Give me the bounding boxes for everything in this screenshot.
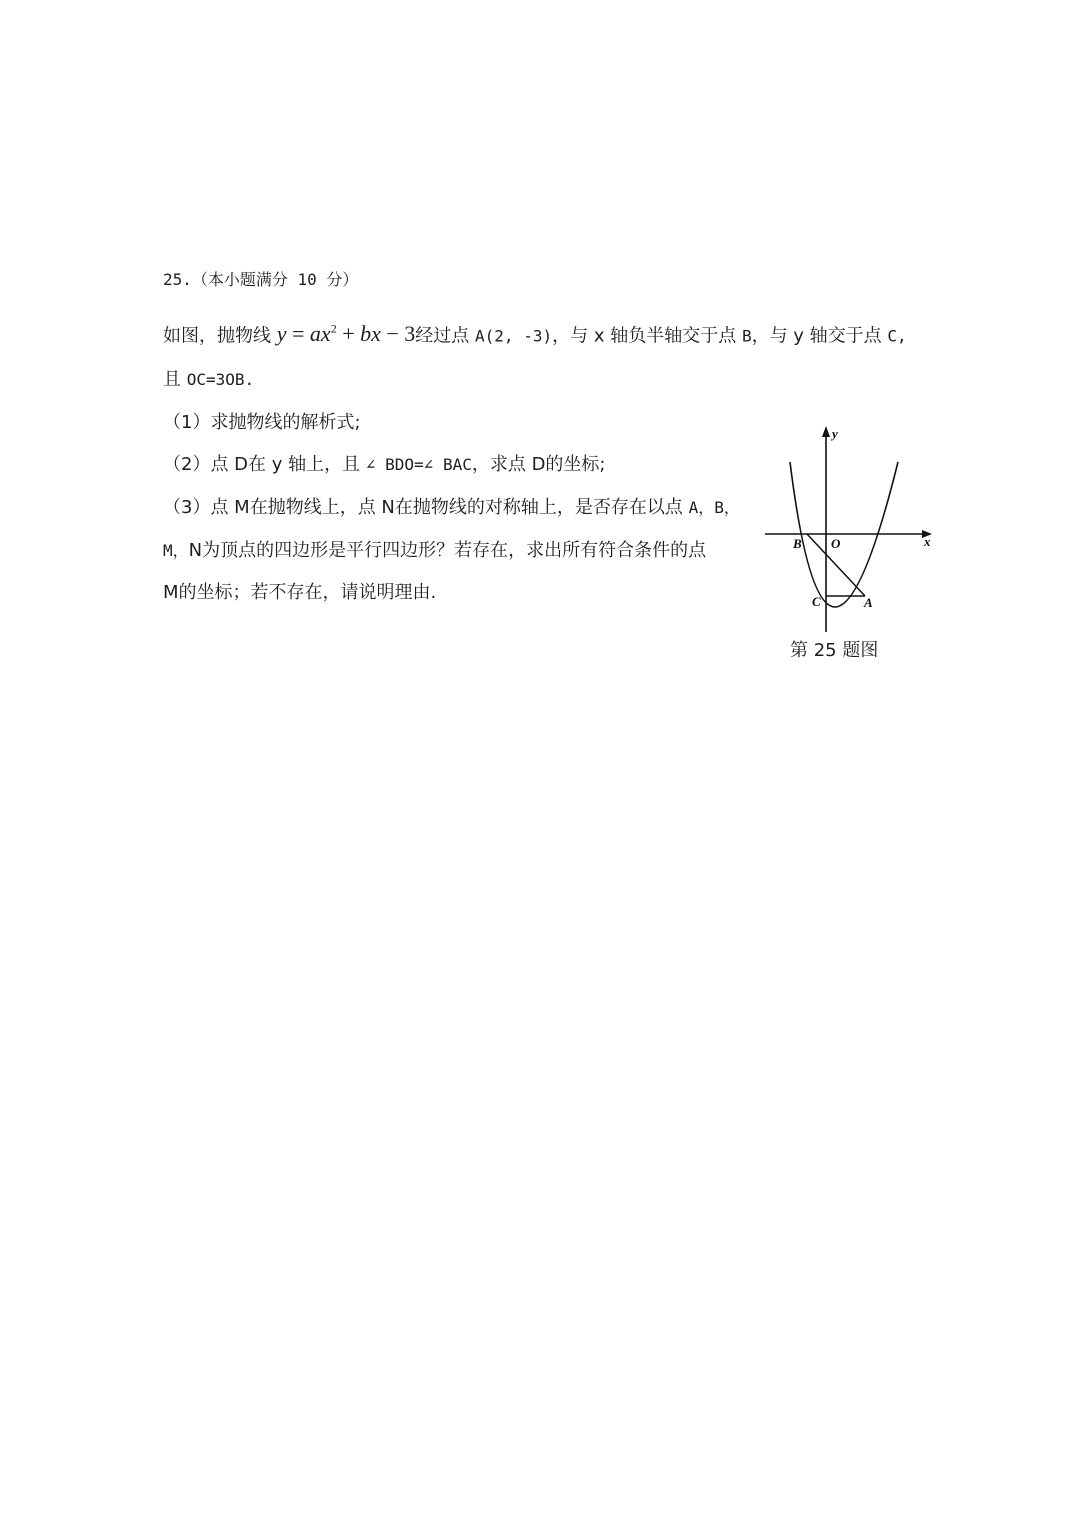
question-3-line-3	[163, 581, 436, 605]
question-3-m: M，	[163, 541, 189, 560]
question-2-suffix: ，求点 D的坐标;	[471, 454, 606, 475]
formula-plus: +	[336, 321, 361, 347]
axis-y-label: y	[832, 426, 838, 441]
intro-suffix-b: ，与 x 轴负半轴交于点	[552, 325, 737, 347]
point-c-label: C	[812, 594, 821, 609]
parabola-figure	[760, 420, 940, 640]
formula-minus: −	[380, 321, 405, 347]
formula-bx: bx	[360, 321, 381, 347]
condition-text: OC=3OB.	[186, 370, 255, 389]
point-a-text: A(2, -3)	[475, 326, 553, 346]
question-3-line-2	[163, 539, 706, 563]
formula-square: 2	[330, 322, 337, 336]
problem-condition-line	[163, 368, 254, 392]
y-axis-arrow-icon	[822, 426, 830, 437]
intro-prefix: 如图，抛物线	[163, 325, 271, 347]
figure-caption: 第 25 题图	[790, 640, 879, 661]
parabola-formula	[277, 321, 416, 346]
point-b-text: B	[741, 326, 752, 346]
question-1	[163, 411, 361, 435]
point-c-text: C,	[887, 326, 907, 346]
intro-suffix-a: 经过点	[415, 325, 470, 347]
point-a-label: A	[864, 595, 873, 610]
intro-suffix-c: ，与 y 轴交于点	[751, 325, 882, 347]
question-3-points: A，B，	[688, 498, 740, 517]
formula-constant: 3	[404, 321, 416, 347]
formula-eq: =	[286, 321, 310, 347]
question-2-prefix: （2）点 D在 y 轴上，且	[163, 454, 361, 475]
point-o-label: O	[831, 536, 841, 551]
question-3-text-b: N为顶点的四边形是平行四边形？若存在，求出所有符合条件的点	[188, 540, 707, 561]
question-3-line-1	[163, 496, 740, 520]
question-3-text-a: （3）点 M在抛物线上，点 N在抛物线的对称轴上，是否存在以点	[163, 497, 683, 518]
problem-header	[163, 268, 358, 292]
axis-x-label: x	[924, 534, 931, 549]
question-1-text: （1）求抛物线的解析式;	[163, 412, 361, 433]
formula-y: y	[276, 321, 287, 347]
header-text: 25.（本小题满分 10 分）	[163, 270, 359, 289]
point-b-label: B	[793, 536, 802, 551]
question-3-text-c: M的坐标；若不存在，请说明理由.	[163, 582, 437, 603]
formula-ax: ax	[309, 321, 331, 347]
question-2	[163, 453, 606, 477]
line2-prefix: 且	[163, 369, 181, 390]
problem-intro-line	[163, 317, 907, 348]
question-2-angles: ∠ BDO=∠ BAC	[365, 455, 472, 474]
